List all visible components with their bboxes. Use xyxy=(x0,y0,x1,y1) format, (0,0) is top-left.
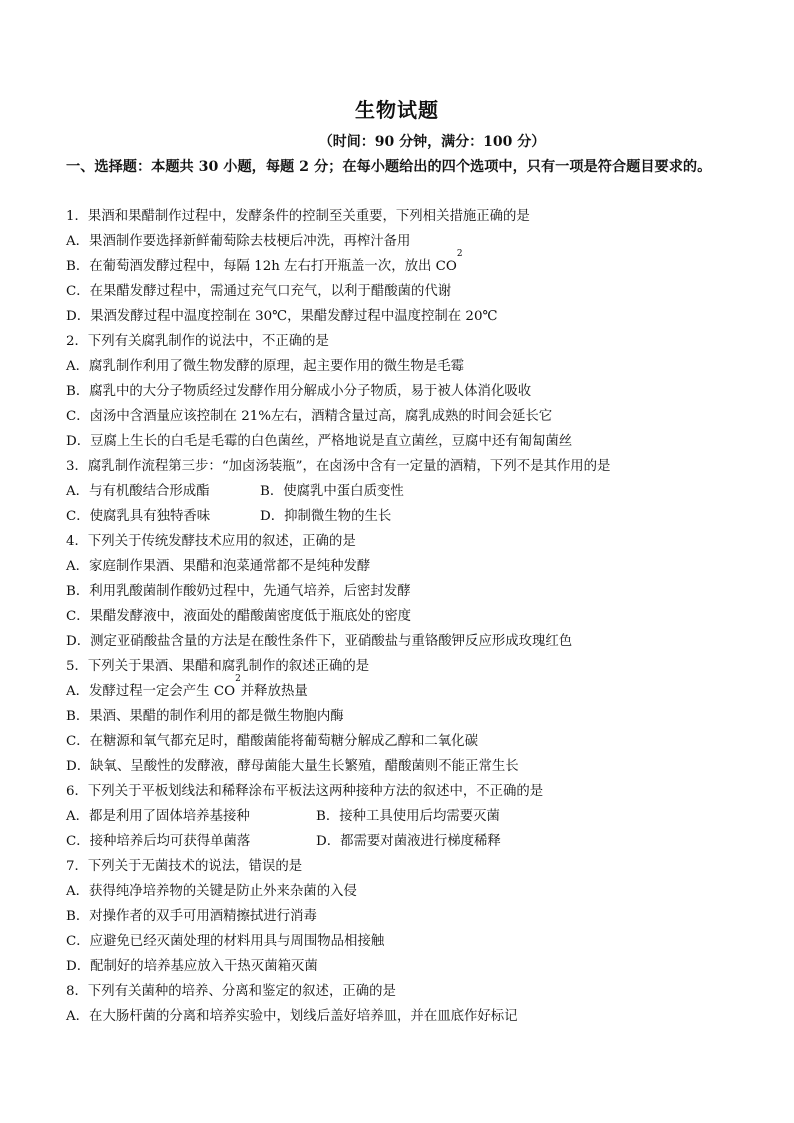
section-heading: 一、选择题：本题共 30 小题，每题 2 分；在每小题给出的四个选项中，只有一项是符合题目要求的。 xyxy=(66,159,712,175)
question-stem: 1．果酒和果醋制作过程中，发酵条件的控制至关重要，下列相关措施正确的是 xyxy=(66,209,530,224)
question-stem: 4．下列关于传统发酵技术应用的叙述，正确的是 xyxy=(66,534,356,549)
option-d: D．配制好的培养基应放入干热灭菌箱灭菌 xyxy=(66,959,318,974)
question-list xyxy=(66,204,746,1029)
option-b: B．腐乳中的大分子物质经过发酵作用分解成小分子物质，易于被人体消化吸收 xyxy=(66,384,532,399)
option-b-text: B．在葡萄酒发酵过程中，每隔 12h 左右打开瓶盖一次，放出 CO xyxy=(66,259,457,274)
option-a: A．腐乳制作利用了微生物发酵的原理，起主要作用的微生物是毛霉 xyxy=(66,359,464,374)
option-b: B．接种工具使用后均需要灭菌 xyxy=(316,809,500,824)
option-row xyxy=(66,479,746,504)
option-a xyxy=(66,674,746,704)
option-d: D．缺氧、呈酸性的发酵液，酵母菌能大量生长繁殖，醋酸菌则不能正常生长 xyxy=(66,759,519,774)
option-b: B．对操作者的双手可用酒精擦拭进行消毒 xyxy=(66,909,317,924)
option-d: D．豆腐上生长的白毛是毛霉的白色菌丝，严格地说是直立菌丝，豆腐中还有匍匐菌丝 xyxy=(66,434,573,449)
option-a: A．与有机酸结合形成酯 xyxy=(66,484,210,499)
question-stem: 7．下列关于无菌技术的说法，错误的是 xyxy=(66,859,303,874)
option-b xyxy=(66,249,746,279)
option-row xyxy=(66,804,746,829)
option-a: A．家庭制作果酒、果醋和泡菜通常都不是纯种发酵 xyxy=(66,559,371,574)
option-c: C．接种培养后均可获得单菌落 xyxy=(66,834,251,849)
option-a: A．都是利用了固体培养基接种 xyxy=(66,809,250,824)
option-c: C．果醋发酵液中，液面处的醋酸菌密度低于瓶底处的密度 xyxy=(66,609,412,624)
option-c: C．在糖源和氧气都充足时，醋酸菌能将葡萄糖分解成乙醇和二氧化碳 xyxy=(66,734,478,749)
option-d: D．果酒发酵过程中温度控制在 30℃，果醋发酵过程中温度控制在 20℃ xyxy=(66,309,498,324)
question-stem: 2．下列有关腐乳制作的说法中，不正确的是 xyxy=(66,334,329,349)
option-c: C．卤汤中含酒量应该控制在 21%左右，酒精含量过高，腐乳成熟的时间会延长它 xyxy=(66,409,553,424)
option-a-text-end: 并释放热量 xyxy=(240,684,308,699)
exam-info: （时间：90 分钟，满分：100 分） xyxy=(318,134,546,150)
option-c: C．使腐乳具有独特香味 xyxy=(66,509,211,524)
question-stem: 5．下列关于果酒、果醋和腐乳制作的叙述正确的是 xyxy=(66,659,370,674)
option-b: B．利用乳酸菌制作酸奶过程中，先通气培养，后密封发酵 xyxy=(66,584,411,599)
option-b: B．果酒、果醋的制作利用的都是微生物胞内酶 xyxy=(66,709,344,724)
option-a: A．获得纯净培养物的关键是防止外来杂菌的入侵 xyxy=(66,884,357,899)
option-b: B．使腐乳中蛋白质变性 xyxy=(260,484,404,499)
question-stem: 6．下列关于平板划线法和稀释涂布平板法这两种接种方法的叙述中，不正确的是 xyxy=(66,784,544,799)
option-d: D．抑制微生物的生长 xyxy=(260,509,392,524)
option-d: D．测定亚硝酸盐含量的方法是在酸性条件下，亚硝酸盐与重铬酸钾反应形成玫瑰红色 xyxy=(66,634,573,649)
option-a-text: A．发酵过程一定会产生 CO xyxy=(66,684,236,699)
option-d: D．都需要对菌液进行梯度稀释 xyxy=(316,834,501,849)
option-row xyxy=(66,829,746,854)
subscript: 2 xyxy=(235,674,241,684)
option-c: C．在果醋发酵过程中，需通过充气口充气，以利于醋酸菌的代谢 xyxy=(66,284,452,299)
question-stem: 8．下列有关菌种的培养、分离和鉴定的叙述，正确的是 xyxy=(66,984,396,999)
option-a: A．果酒制作要选择新鲜葡萄除去枝梗后冲洗，再榨汁备用 xyxy=(66,234,411,249)
option-row xyxy=(66,504,746,529)
page-title: 生物试题 xyxy=(355,98,439,122)
option-c: C．应避免已经灭菌处理的材料用具与周围物品相接触 xyxy=(66,934,385,949)
subscript: 2 xyxy=(456,249,463,259)
question-stem: 3．腐乳制作流程第三步：“加卤汤装瓶”，在卤汤中含有一定量的酒精，下列不是其作用的是 xyxy=(66,459,611,474)
option-a: A．在大肠杆菌的分离和培养实验中，划线后盖好培养皿，并在皿底作好标记 xyxy=(66,1009,518,1024)
